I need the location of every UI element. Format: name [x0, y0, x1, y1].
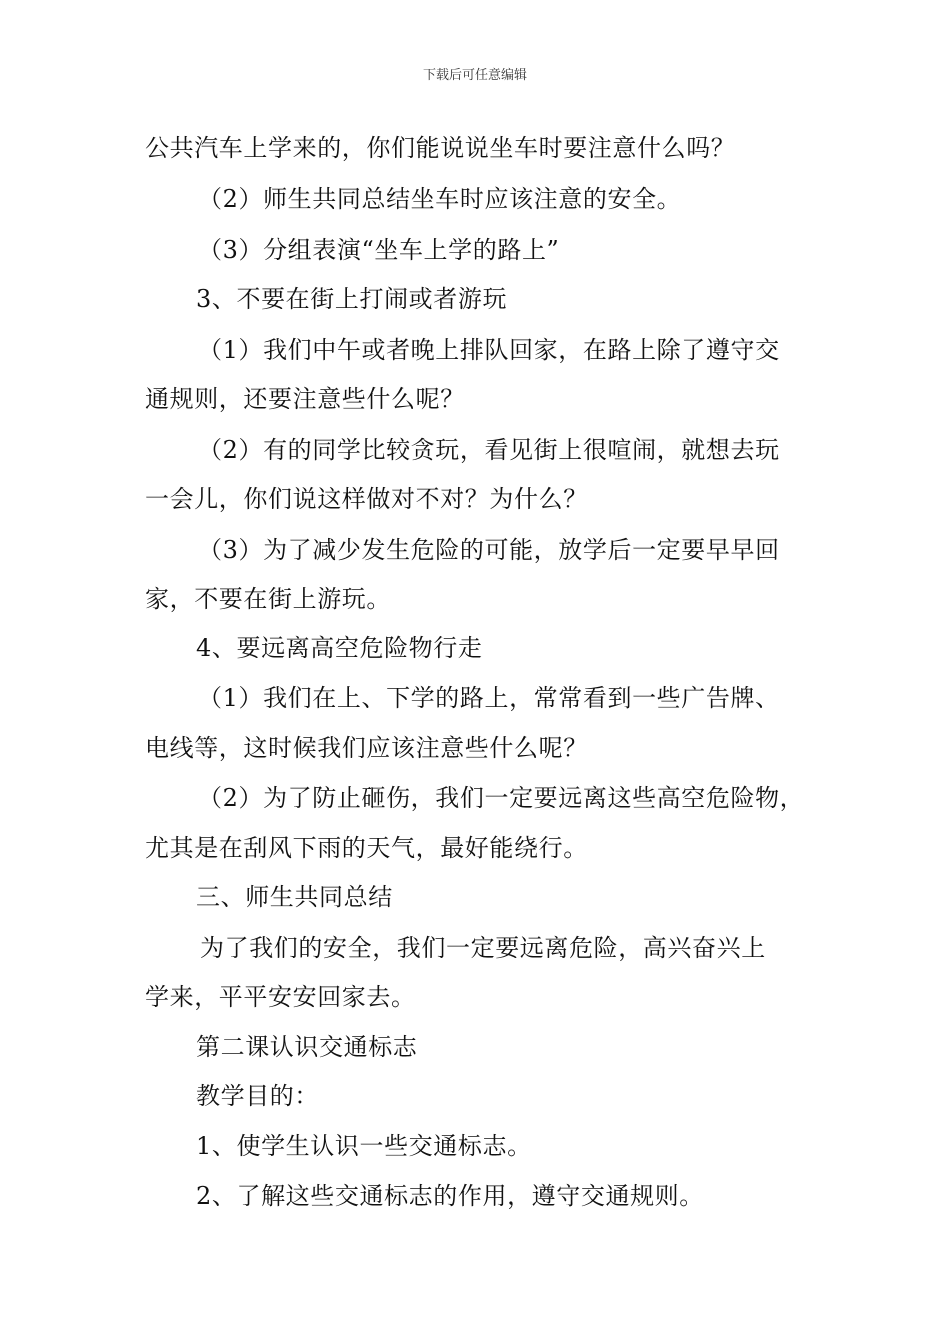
paragraph-line: （1）我们在上、下学的路上，常常看到一些广告牌、: [198, 684, 780, 712]
paragraph-line: （3）为了减少发生危险的可能，放学后一定要早早回: [198, 536, 780, 564]
section-heading: 三、师生共同总结: [196, 883, 393, 911]
paragraph-line: 电线等，这时候我们应该注意些什么呢？: [145, 734, 588, 762]
paragraph-line: 公共汽车上学来的，你们能说说坐车时要注意什么吗？: [145, 134, 736, 162]
paragraph-line: 家，不要在街上游玩。: [145, 585, 391, 613]
paragraph-line: 学来，平平安安回家去。: [145, 983, 416, 1011]
paragraph-line: 一会儿，你们说这样做对不对？为什么？: [145, 485, 588, 513]
paragraph-line: （2）有的同学比较贪玩，看见街上很喧闹，就想去玩: [198, 436, 780, 464]
page-header: 下载后可任意编辑: [422, 68, 527, 83]
section-heading: 4、要远离高空危险物行走: [196, 634, 483, 662]
list-item: 2、了解这些交通标志的作用，遵守交通规则。: [196, 1182, 704, 1210]
list-item: 1、使学生认识一些交通标志。: [196, 1132, 532, 1160]
paragraph-line: （2）师生共同总结坐车时应该注意的安全。: [198, 185, 682, 213]
section-heading: 3、不要在街上打闹或者游玩: [196, 285, 508, 313]
paragraph-line: （3）分组表演“坐车上学的路上”: [198, 236, 560, 264]
lesson-title: 第二课认识交通标志: [196, 1033, 418, 1061]
section-heading: 教学目的：: [196, 1082, 319, 1110]
paragraph-line: 为了我们的安全，我们一定要远离危险，高兴奋兴上: [200, 934, 766, 962]
paragraph-line: 尤其是在刮风下雨的天气，最好能绕行。: [145, 834, 588, 862]
paragraph-line: （1）我们中午或者晚上排队回家，在路上除了遵守交: [198, 336, 780, 364]
paragraph-line: 通规则，还要注意些什么呢？: [145, 385, 465, 413]
paragraph-line: （2）为了防止砸伤，我们一定要远离这些高空危险物，: [198, 784, 805, 812]
